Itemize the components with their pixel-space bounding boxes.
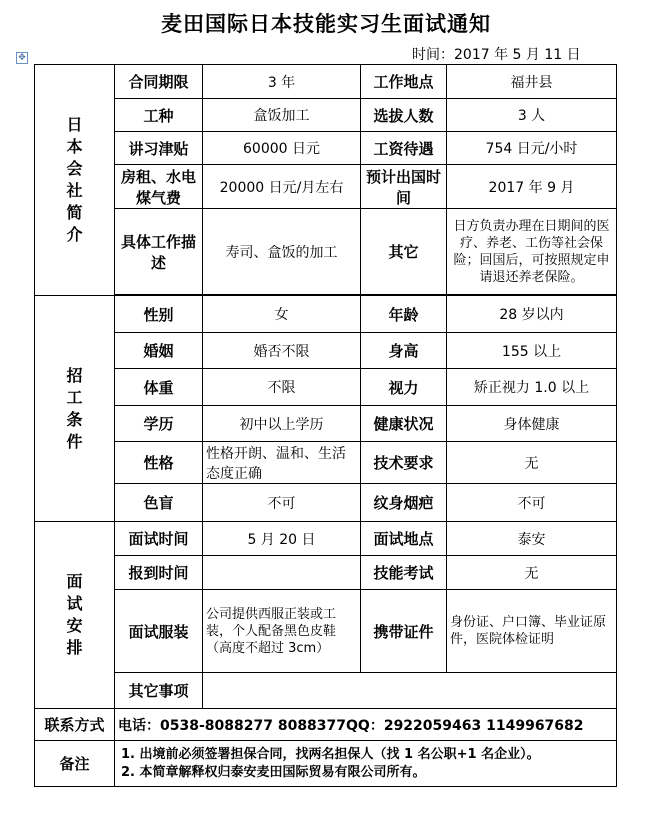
contact-value: 电话：0538-8088277 8088377QQ：2922059463 1149967682 <box>115 709 617 741</box>
table-move-handle-icon[interactable]: ✥ <box>16 52 28 64</box>
job-value: 盒饭加工 <box>203 99 361 132</box>
wage-value: 754 日元/小时 <box>447 132 617 165</box>
table-row <box>35 65 617 99</box>
education-label: 学历 <box>115 406 203 442</box>
marriage-value: 婚否不限 <box>203 333 361 369</box>
education-value: 初中以上学历 <box>203 406 361 442</box>
allowance-label: 讲习津贴 <box>115 132 203 165</box>
table-row <box>35 99 617 132</box>
weight-value: 不限 <box>203 369 361 406</box>
table-row <box>35 165 617 209</box>
tattoo-value: 不可 <box>447 484 617 522</box>
table-row <box>35 209 617 295</box>
colorblind-value: 不可 <box>203 484 361 522</box>
docs-value: 身份证、户口簿、毕业证原件，医院体检证明 <box>447 590 617 673</box>
rent-label: 房租、水电煤气费 <box>115 165 203 209</box>
interview-place-value: 泰安 <box>447 522 617 556</box>
section-label-interview: 面试安排 <box>35 522 115 709</box>
table-row <box>35 522 617 556</box>
table-row <box>35 406 617 442</box>
other-label: 其它 <box>361 209 447 295</box>
weight-label: 体重 <box>115 369 203 406</box>
table-row <box>35 590 617 673</box>
vision-label: 视力 <box>361 369 447 406</box>
notice-table <box>34 64 617 787</box>
marriage-label: 婚姻 <box>115 333 203 369</box>
skill-test-value: 无 <box>447 556 617 590</box>
interview-place-label: 面试地点 <box>361 522 447 556</box>
table-row <box>35 369 617 406</box>
skill-value: 无 <box>447 442 617 484</box>
headcount-value: 3 人 <box>447 99 617 132</box>
notes-value <box>115 741 617 787</box>
table-row <box>35 673 617 709</box>
location-label: 工作地点 <box>361 65 447 99</box>
notes-label: 备注 <box>35 741 115 787</box>
note-item: 1. 出境前必须签署担保合同，找两名担保人（找 1 名公职+1 名企业）。 <box>121 746 540 762</box>
document-title: 麦田国际日本技能实习生面试通知 <box>161 12 491 36</box>
gender-label: 性别 <box>115 296 203 333</box>
headcount-label: 选拔人数 <box>361 99 447 132</box>
departure-value: 2017 年 9 月 <box>447 165 617 209</box>
docs-label: 携带证件 <box>361 590 447 673</box>
desc-value: 寿司、盒饭的加工 <box>203 209 361 295</box>
skill-test-label: 技能考试 <box>361 556 447 590</box>
table-row <box>35 709 617 741</box>
desc-label: 具体工作描述 <box>115 209 203 295</box>
interview-time-value: 5 月 20 日 <box>203 522 361 556</box>
note-item: 2. 本简章解释权归泰安麦田国际贸易有限公司所有。 <box>121 764 426 780</box>
dress-label: 面试服装 <box>115 590 203 673</box>
contract-value: 3 年 <box>203 65 361 99</box>
notice-date: 时间：2017 年 5 月 11 日 <box>412 47 581 63</box>
rent-value: 20000 日元/月左右 <box>203 165 361 209</box>
other-value: 日方负责办理在日期间的医疗、养老、工伤等社会保险；回国后，可按照规定申请退还养老保险。 <box>447 209 617 295</box>
height-label: 身高 <box>361 333 447 369</box>
other-matters-value <box>203 673 617 709</box>
allowance-value: 60000 日元 <box>203 132 361 165</box>
table-row <box>35 741 617 787</box>
report-time-label: 报到时间 <box>115 556 203 590</box>
section-label-conditions: 招工条件 <box>35 296 115 522</box>
table-row <box>35 556 617 590</box>
dress-value: 公司提供西服正装或工装，个人配备黑色皮鞋（高度不超过 3cm） <box>203 590 361 673</box>
contract-label: 合同期限 <box>115 65 203 99</box>
table-row <box>35 296 617 333</box>
contact-label: 联系方式 <box>35 709 115 741</box>
vision-value: 矫正视力 1.0 以上 <box>447 369 617 406</box>
personality-label: 性格 <box>115 442 203 484</box>
report-time-value <box>203 556 361 590</box>
table-row <box>35 484 617 522</box>
health-label: 健康状况 <box>361 406 447 442</box>
section-label-company: 日本会社简介 <box>35 65 115 296</box>
age-value: 28 岁以内 <box>447 296 617 333</box>
tattoo-label: 纹身烟疤 <box>361 484 447 522</box>
location-value: 福井县 <box>447 65 617 99</box>
health-value: 身体健康 <box>447 406 617 442</box>
table-row <box>35 333 617 369</box>
colorblind-label: 色盲 <box>115 484 203 522</box>
interview-time-label: 面试时间 <box>115 522 203 556</box>
gender-value: 女 <box>203 296 361 333</box>
job-label: 工种 <box>115 99 203 132</box>
age-label: 年龄 <box>361 296 447 333</box>
personality-value: 性格开朗、温和、生活态度正确 <box>203 442 361 484</box>
wage-label: 工资待遇 <box>361 132 447 165</box>
height-value: 155 以上 <box>447 333 617 369</box>
other-matters-label: 其它事项 <box>115 673 203 709</box>
departure-label: 预计出国时间 <box>361 165 447 209</box>
skill-label: 技术要求 <box>361 442 447 484</box>
table-row <box>35 442 617 484</box>
table-row <box>35 132 617 165</box>
